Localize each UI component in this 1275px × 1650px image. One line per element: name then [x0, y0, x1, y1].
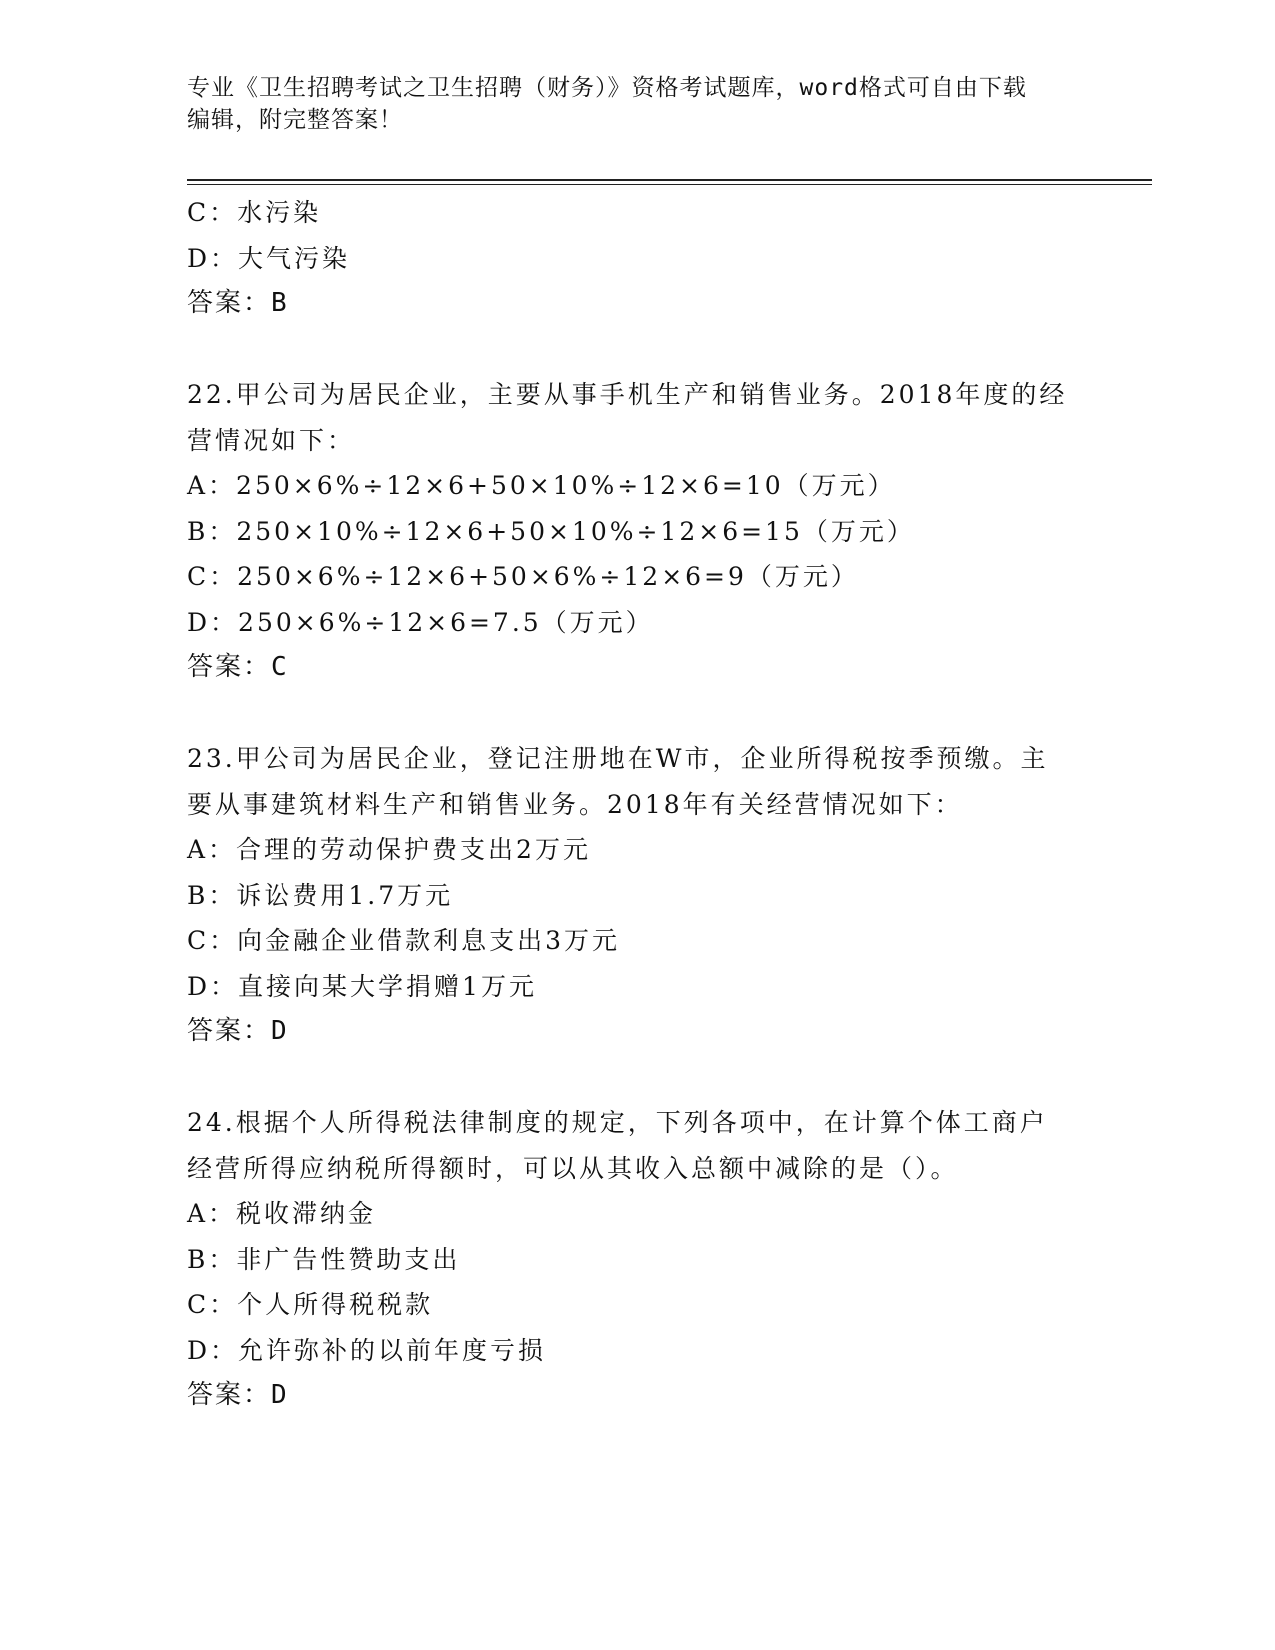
question-24 [187, 1100, 1087, 1419]
question-21-tail [187, 190, 1087, 327]
option-c: C：水污染 [187, 198, 322, 227]
question-stem-line: 经营所得应纳税所得额时，可以从其收入总额中减除的是（）。 [187, 1153, 959, 1183]
option-c: C：250×6%÷12×6+50×6%÷12×6=9（万元） [187, 562, 859, 591]
question-stem-line: 22.甲公司为居民企业，主要从事手机生产和销售业务。2018年度的经 [187, 380, 1068, 409]
answer-line: 答案：D [187, 1016, 289, 1046]
header-line-1: 专业《卫生招聘考试之卫生招聘（财务）》资格考试题库，word格式可自由下载 [187, 75, 1027, 101]
option-d: D：250×6%÷12×6=7.5（万元） [187, 607, 654, 637]
option-c: C：向金融企业借款利息支出3万元 [187, 926, 621, 955]
option-d: D：直接向某大学捐赠1万元 [187, 971, 537, 1001]
question-23 [187, 736, 1087, 1055]
document-header [187, 72, 1087, 136]
option-a: A：合理的劳动保护费支出2万元 [187, 835, 591, 864]
option-b: B：诉讼费用1.7万元 [187, 880, 454, 910]
header-line-2: 编辑，附完整答案！ [187, 107, 403, 133]
header-rule-thick [187, 179, 1152, 181]
question-stem-line: 要从事建筑材料生产和销售业务。2018年有关经营情况如下： [187, 789, 963, 819]
option-d: D：大气污染 [187, 243, 351, 273]
option-c: C：个人所得税税款 [187, 1290, 434, 1319]
answer-line: 答案：C [187, 652, 289, 682]
answer-line: 答案：D [187, 1380, 289, 1410]
option-a: A：250×6%÷12×6+50×10%÷12×6=10（万元） [187, 471, 896, 500]
answer-line: 答案：B [187, 288, 289, 318]
option-a: A：税收滞纳金 [187, 1199, 377, 1228]
spacer [187, 691, 1087, 737]
option-b: B：250×10%÷12×6+50×10%÷12×6=15（万元） [187, 516, 915, 546]
question-stem-line: 23.甲公司为居民企业，登记注册地在W市，企业所得税按季预缴。主 [187, 744, 1049, 773]
option-b: B：非广告性赞助支出 [187, 1244, 461, 1274]
spacer [187, 1055, 1087, 1101]
question-stem-line: 营情况如下： [187, 425, 356, 455]
question-list [187, 190, 1087, 1419]
question-stem-line: 24.根据个人所得税法律制度的规定，下列各项中，在计算个体工商户 [187, 1108, 1048, 1137]
question-22 [187, 372, 1087, 691]
spacer [187, 327, 1087, 373]
option-d: D：允许弥补的以前年度亏损 [187, 1335, 547, 1365]
header-rule-thin [187, 184, 1152, 185]
